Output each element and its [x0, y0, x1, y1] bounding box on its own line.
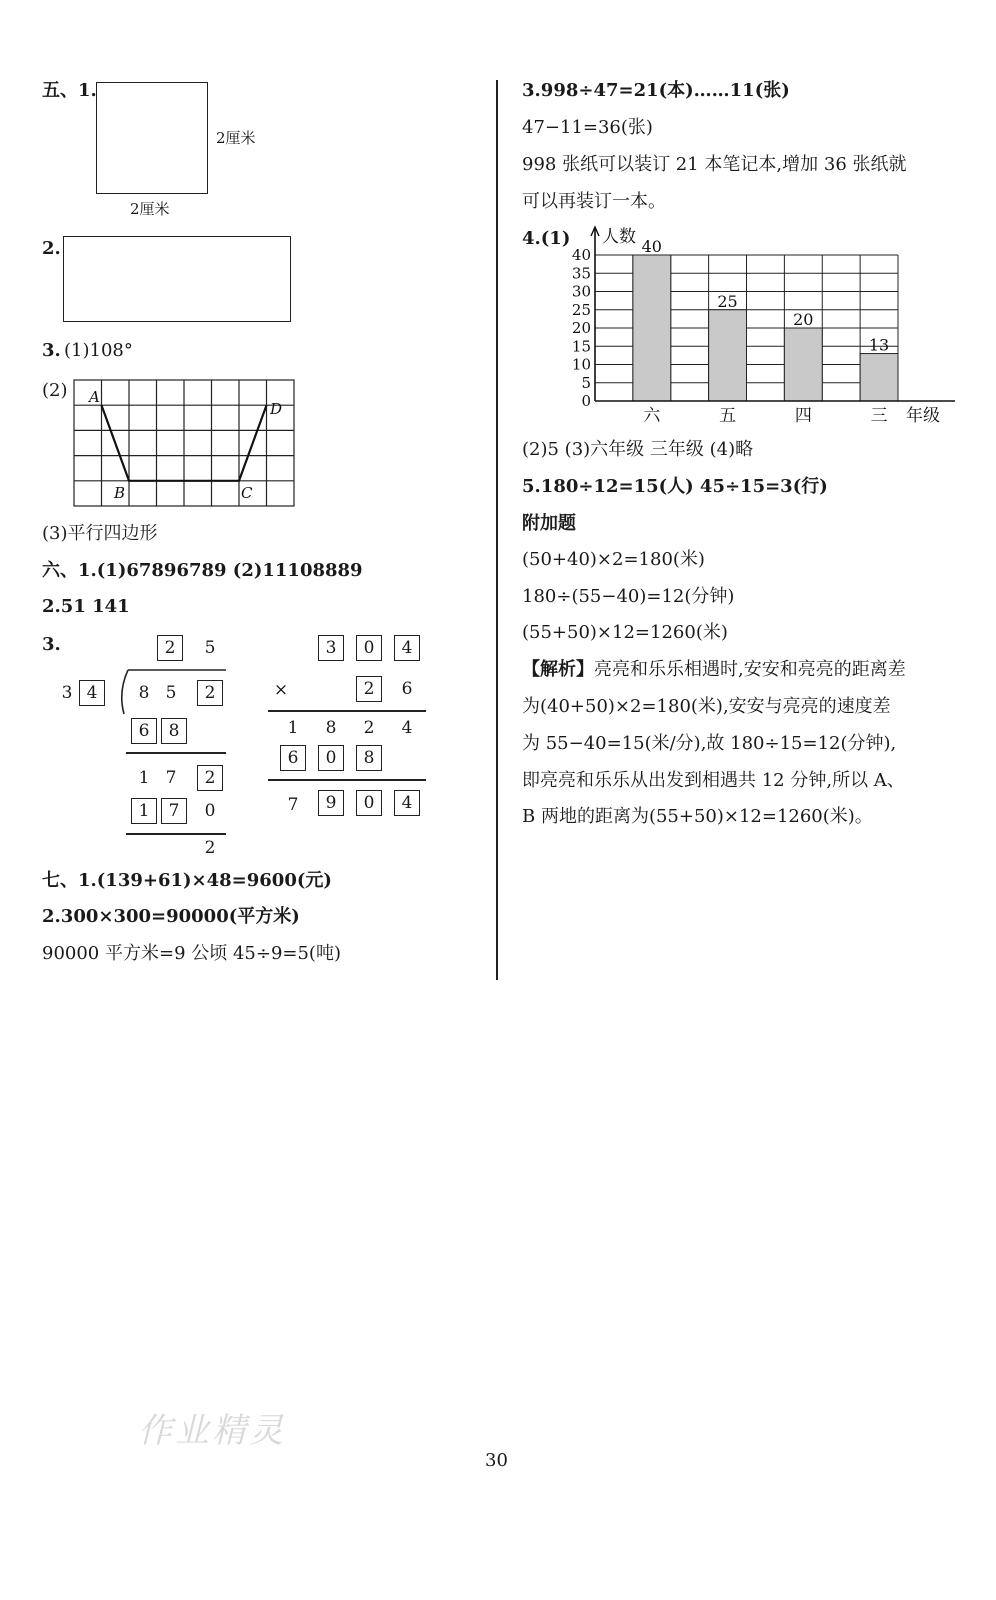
y-axis-label: 人数	[602, 227, 636, 247]
q7-2-continued: 90000 平方米=9 公顷 45÷9=5(吨)	[42, 943, 341, 964]
digit-box: 1	[131, 798, 157, 824]
digit: 2	[363, 718, 375, 738]
digit: 3	[61, 683, 73, 703]
digit-box: 7	[161, 798, 187, 824]
point-b-label: B	[114, 484, 126, 502]
digit-box: 6	[280, 745, 306, 771]
y-tick-label: 30	[571, 282, 591, 301]
extra-line3: (55+50)×12=1260(米)	[522, 622, 728, 643]
q7-1: 七、1.(139+61)×48=9600(元)	[42, 870, 332, 891]
point-a-label: A	[89, 388, 100, 406]
digit-box: 8	[161, 718, 187, 744]
q7-2: 2.300×300=90000(平方米)	[42, 906, 300, 927]
bar-chart	[560, 222, 960, 427]
category-label: 六	[643, 406, 661, 426]
digit: 6	[401, 679, 413, 699]
right-q3-line1: 3.998÷47=21(本)……11(张)	[522, 80, 790, 101]
digit: 4	[401, 718, 413, 738]
y-tick-label: 20	[571, 319, 591, 337]
data-label: 20	[793, 310, 814, 329]
digit: 7	[165, 768, 177, 788]
category-label: 五	[719, 406, 737, 426]
digit: 8	[138, 683, 150, 703]
q4-label: 4.(1)	[522, 228, 571, 249]
trapezoid-grid	[72, 378, 298, 508]
digit: 5	[165, 683, 177, 703]
digit-box: 2	[157, 635, 183, 661]
digit-box: 0	[356, 635, 382, 661]
multiplication-rule	[268, 710, 426, 712]
extra-line1: (50+40)×2=180(米)	[522, 549, 705, 570]
q6-2: 2.51 141	[42, 596, 130, 617]
analysis-line2: 为(40+50)×2=180(米),安安与亮亮的速度差	[522, 696, 891, 717]
digit-box: 0	[356, 790, 382, 816]
digit-box: 4	[394, 635, 420, 661]
q6-1: 六、1.(1)67896789 (2)11108889	[42, 560, 363, 581]
page-number: 30	[485, 1450, 508, 1471]
q6-3-label: 3.	[42, 634, 61, 655]
right-q3-line2: 47−11=36(张)	[522, 117, 653, 138]
digit-box: 2	[197, 765, 223, 791]
multiplication-rule	[268, 779, 426, 781]
digit-box: 0	[318, 745, 344, 771]
division-rule	[126, 833, 226, 835]
analysis-text: 亮亮和乐乐相遇时,安安和亮亮的距离差	[594, 659, 906, 680]
digit: 1	[287, 718, 299, 738]
data-label: 25	[717, 291, 738, 311]
q5-2-label: 2.	[42, 238, 61, 259]
digit-box: 6	[131, 718, 157, 744]
y-tick-label: 15	[571, 337, 591, 356]
digit-box: 2	[197, 680, 223, 706]
extra-title: 附加题	[522, 513, 576, 534]
q4-answers: (2)5 (3)六年级 三年级 (4)略	[522, 439, 754, 460]
q5-3-label: 3.	[42, 340, 61, 361]
data-label: 13	[868, 335, 890, 355]
q5-3-answer-3: (3)平行四边形	[42, 523, 158, 544]
digit: 5	[204, 638, 216, 658]
analysis-line4: 即亮亮和乐乐从出发到相遇共 12 分钟,所以 A、	[522, 770, 905, 791]
digit-box: 9	[318, 790, 344, 816]
analysis-tag: 【解析】	[522, 659, 594, 680]
q5-3-sub2-label: (2)	[42, 380, 68, 401]
square-side-bottom-label: 2厘米	[130, 200, 170, 218]
bar	[633, 255, 671, 401]
y-tick-label: 0	[581, 392, 591, 410]
q5-1-label: 五、1.	[42, 80, 97, 101]
digit: 0	[204, 801, 216, 821]
q5-3-answer-1: (1)108°	[64, 340, 133, 361]
square-side-right-label: 2厘米	[216, 129, 256, 147]
right-q3-line4: 可以再装订一本。	[522, 191, 666, 212]
category-label: 四	[794, 406, 812, 426]
digit-box: 3	[318, 635, 344, 661]
x-axis-label: 年级	[906, 406, 940, 426]
digit-box: 2	[356, 676, 382, 702]
bar	[709, 310, 747, 401]
digit: 8	[325, 718, 337, 738]
digit: 2	[204, 838, 216, 858]
category-label: 三	[870, 406, 888, 426]
analysis-line5: B 两地的距离为(55+50)×12=1260(米)。	[522, 806, 873, 827]
extra-line2: 180÷(55−40)=12(分钟)	[522, 586, 735, 607]
rectangle-figure	[63, 236, 291, 322]
square-figure	[96, 82, 208, 194]
y-tick-label: 5	[581, 373, 591, 392]
y-tick-label: 40	[571, 246, 591, 264]
y-tick-label: 35	[571, 264, 591, 283]
y-tick-label: 25	[571, 300, 591, 319]
data-label: 40	[641, 237, 662, 256]
watermark-logo: 作业精灵	[138, 1411, 286, 1451]
bar	[784, 328, 822, 401]
y-tick-label: 10	[571, 355, 591, 374]
times-sign: ×	[273, 680, 289, 700]
analysis-line3: 为 55−40=15(米/分),故 180÷15=12(分钟),	[522, 733, 897, 754]
digit-box: 4	[394, 790, 420, 816]
digit: 7	[287, 795, 299, 815]
analysis-line1	[522, 661, 906, 679]
bar	[860, 354, 898, 401]
point-c-label: C	[241, 484, 253, 502]
digit-box: 8	[356, 745, 382, 771]
division-rule	[126, 752, 226, 754]
point-d-label: D	[270, 400, 283, 418]
digit-box: 4	[79, 680, 105, 706]
q5-right: 5.180÷12=15(人) 45÷15=3(行)	[522, 476, 828, 497]
column-divider	[496, 80, 498, 980]
right-q3-line3: 998 张纸可以装订 21 本笔记本,增加 36 张纸就	[522, 154, 907, 175]
digit: 1	[138, 768, 150, 788]
